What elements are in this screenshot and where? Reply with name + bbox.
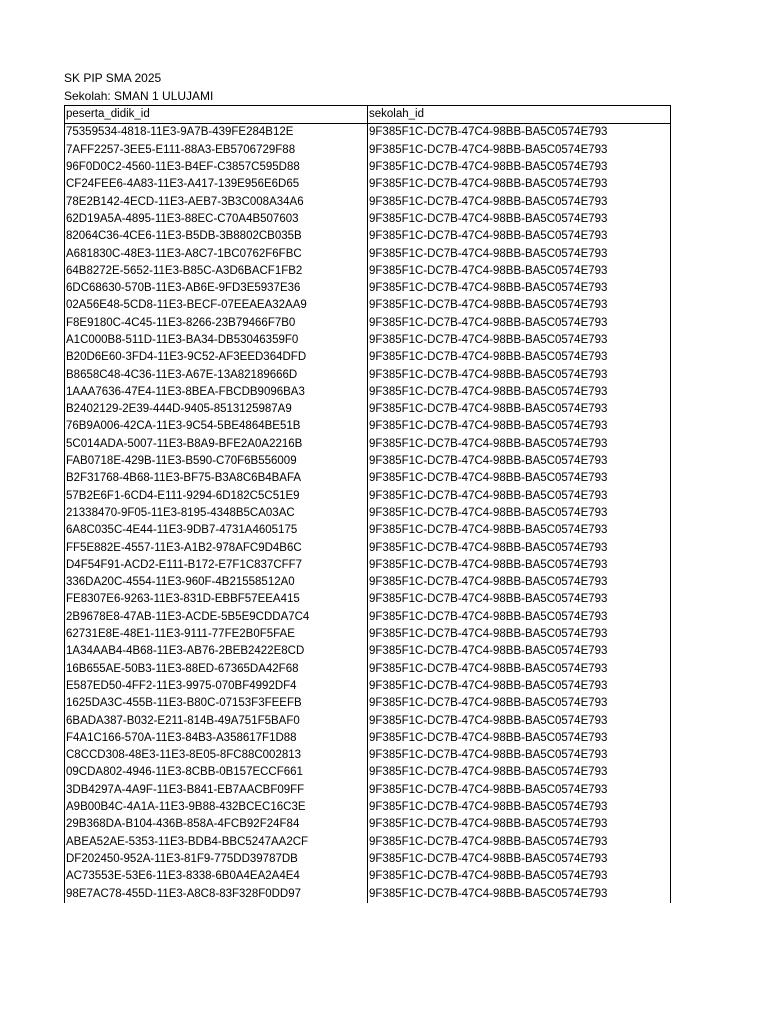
table-row <box>65 833 671 850</box>
table-row <box>65 124 671 142</box>
cell-peserta-didik-id: 1625DA3C-455B-11E3-B80C-07153F3FEEFB <box>65 695 368 712</box>
cell-sekolah-id: 9F385F1C-DC7B-47C4-98BB-BA5C0574E793 <box>368 557 671 574</box>
cell-sekolah-id: 9F385F1C-DC7B-47C4-98BB-BA5C0574E793 <box>368 436 671 453</box>
table-row <box>65 470 671 487</box>
table-row <box>65 661 671 678</box>
table-row <box>65 418 671 435</box>
cell-sekolah-id: 9F385F1C-DC7B-47C4-98BB-BA5C0574E793 <box>368 626 671 643</box>
cell-peserta-didik-id: B2F31768-4B68-11E3-BF75-B3A8C6B4BAFA <box>65 470 368 487</box>
cell-sekolah-id: 9F385F1C-DC7B-47C4-98BB-BA5C0574E793 <box>368 643 671 660</box>
table-row <box>65 505 671 522</box>
cell-peserta-didik-id: FAB0718E-429B-11E3-B590-C70F6B556009 <box>65 453 368 470</box>
cell-sekolah-id: 9F385F1C-DC7B-47C4-98BB-BA5C0574E793 <box>368 695 671 712</box>
table-row <box>65 816 671 833</box>
table-row <box>65 401 671 418</box>
cell-peserta-didik-id: 57B2E6F1-6CD4-E111-9294-6D182C5C51E9 <box>65 488 368 505</box>
table-row <box>65 678 671 695</box>
cell-peserta-didik-id: FE8307E6-9263-11E3-831D-EBBF57EEA415 <box>65 591 368 608</box>
table-row <box>65 245 671 262</box>
cell-sekolah-id: 9F385F1C-DC7B-47C4-98BB-BA5C0574E793 <box>368 245 671 262</box>
table-row <box>65 851 671 868</box>
student-table <box>64 105 671 903</box>
cell-peserta-didik-id: 98E7AC78-455D-11E3-A8C8-83F328F0DD97 <box>65 885 368 902</box>
cell-peserta-didik-id: C8CCD308-48E3-11E3-8E05-8FC88C002813 <box>65 747 368 764</box>
cell-sekolah-id: 9F385F1C-DC7B-47C4-98BB-BA5C0574E793 <box>368 747 671 764</box>
column-header-peserta-didik-id: peserta_didik_id <box>65 106 368 124</box>
cell-sekolah-id: 9F385F1C-DC7B-47C4-98BB-BA5C0574E793 <box>368 124 671 142</box>
table-row <box>65 280 671 297</box>
cell-sekolah-id: 9F385F1C-DC7B-47C4-98BB-BA5C0574E793 <box>368 678 671 695</box>
cell-peserta-didik-id: A9B00B4C-4A1A-11E3-9B88-432BCEC16C3E <box>65 799 368 816</box>
table-row <box>65 176 671 193</box>
table-row <box>65 643 671 660</box>
column-header-sekolah-id: sekolah_id <box>368 106 671 124</box>
cell-sekolah-id: 9F385F1C-DC7B-47C4-98BB-BA5C0574E793 <box>368 453 671 470</box>
table-row <box>65 764 671 781</box>
cell-peserta-didik-id: B2402129-2E39-444D-9405-8513125987A9 <box>65 401 368 418</box>
cell-peserta-didik-id: DF202450-952A-11E3-81F9-775DD39787DB <box>65 851 368 868</box>
cell-peserta-didik-id: E587ED50-4FF2-11E3-9975-070BF4992DF4 <box>65 678 368 695</box>
cell-sekolah-id: 9F385F1C-DC7B-47C4-98BB-BA5C0574E793 <box>368 349 671 366</box>
cell-sekolah-id: 9F385F1C-DC7B-47C4-98BB-BA5C0574E793 <box>368 609 671 626</box>
cell-peserta-didik-id: 6BADA387-B032-E211-814B-49A751F5BAF0 <box>65 712 368 729</box>
cell-sekolah-id: 9F385F1C-DC7B-47C4-98BB-BA5C0574E793 <box>368 764 671 781</box>
table-row <box>65 384 671 401</box>
table-row <box>65 799 671 816</box>
cell-sekolah-id: 9F385F1C-DC7B-47C4-98BB-BA5C0574E793 <box>368 263 671 280</box>
cell-sekolah-id: 9F385F1C-DC7B-47C4-98BB-BA5C0574E793 <box>368 211 671 228</box>
table-row <box>65 557 671 574</box>
cell-peserta-didik-id: 09CDA802-4946-11E3-8CBB-0B157ECCF661 <box>65 764 368 781</box>
cell-sekolah-id: 9F385F1C-DC7B-47C4-98BB-BA5C0574E793 <box>368 661 671 678</box>
cell-peserta-didik-id: 6DC68630-570B-11E3-AB6E-9FD3E5937E36 <box>65 280 368 297</box>
cell-peserta-didik-id: ABEA52AE-5353-11E3-BDB4-BBC5247AA2CF <box>65 833 368 850</box>
cell-sekolah-id: 9F385F1C-DC7B-47C4-98BB-BA5C0574E793 <box>368 142 671 159</box>
cell-sekolah-id: 9F385F1C-DC7B-47C4-98BB-BA5C0574E793 <box>368 833 671 850</box>
cell-peserta-didik-id: 16B655AE-50B3-11E3-88ED-67365DA42F68 <box>65 661 368 678</box>
cell-peserta-didik-id: 7AFF2257-3EE5-E111-88A3-EB5706729F88 <box>65 142 368 159</box>
cell-sekolah-id: 9F385F1C-DC7B-47C4-98BB-BA5C0574E793 <box>368 297 671 314</box>
cell-peserta-didik-id: 02A56E48-5CD8-11E3-BECF-07EEAEA32AA9 <box>65 297 368 314</box>
table-row <box>65 453 671 470</box>
cell-peserta-didik-id: F8E9180C-4C45-11E3-8266-23B79466F7B0 <box>65 315 368 332</box>
table-row <box>65 488 671 505</box>
cell-sekolah-id: 9F385F1C-DC7B-47C4-98BB-BA5C0574E793 <box>368 730 671 747</box>
table-row <box>65 315 671 332</box>
table-row <box>65 695 671 712</box>
cell-sekolah-id: 9F385F1C-DC7B-47C4-98BB-BA5C0574E793 <box>368 574 671 591</box>
cell-sekolah-id: 9F385F1C-DC7B-47C4-98BB-BA5C0574E793 <box>368 332 671 349</box>
table-row <box>65 730 671 747</box>
cell-sekolah-id: 9F385F1C-DC7B-47C4-98BB-BA5C0574E793 <box>368 522 671 539</box>
cell-peserta-didik-id: 5C014ADA-5007-11E3-B8A9-BFE2A0A2216B <box>65 436 368 453</box>
cell-peserta-didik-id: 62D19A5A-4895-11E3-88EC-C70A4B507603 <box>65 211 368 228</box>
table-row <box>65 574 671 591</box>
cell-sekolah-id: 9F385F1C-DC7B-47C4-98BB-BA5C0574E793 <box>368 505 671 522</box>
table-row <box>65 782 671 799</box>
table-row <box>65 228 671 245</box>
cell-peserta-didik-id: FF5E882E-4557-11E3-A1B2-978AFC9D4B6C <box>65 539 368 556</box>
spreadsheet-page <box>64 69 670 903</box>
cell-peserta-didik-id: 6A8C035C-4E44-11E3-9DB7-4731A4605175 <box>65 522 368 539</box>
cell-peserta-didik-id: 29B368DA-B104-436B-858A-4FCB92F24F84 <box>65 816 368 833</box>
cell-sekolah-id: 9F385F1C-DC7B-47C4-98BB-BA5C0574E793 <box>368 418 671 435</box>
cell-sekolah-id: 9F385F1C-DC7B-47C4-98BB-BA5C0574E793 <box>368 885 671 902</box>
table-row <box>65 885 671 902</box>
cell-sekolah-id: 9F385F1C-DC7B-47C4-98BB-BA5C0574E793 <box>368 193 671 210</box>
cell-peserta-didik-id: 75359534-4818-11E3-9A7B-439FE284B12E <box>65 124 368 142</box>
header-row <box>65 106 671 124</box>
cell-peserta-didik-id: 336DA20C-4554-11E3-960F-4B21558512A0 <box>65 574 368 591</box>
cell-sekolah-id: 9F385F1C-DC7B-47C4-98BB-BA5C0574E793 <box>368 280 671 297</box>
cell-peserta-didik-id: 1A34AAB4-4B68-11E3-AB76-2BEB2422E8CD <box>65 643 368 660</box>
cell-peserta-didik-id: F4A1C166-570A-11E3-84B3-A358617F1D88 <box>65 730 368 747</box>
table-row <box>65 868 671 885</box>
cell-sekolah-id: 9F385F1C-DC7B-47C4-98BB-BA5C0574E793 <box>368 539 671 556</box>
cell-sekolah-id: 9F385F1C-DC7B-47C4-98BB-BA5C0574E793 <box>368 816 671 833</box>
table-row <box>65 297 671 314</box>
cell-peserta-didik-id: 64B8272E-5652-11E3-B85C-A3D6BACF1FB2 <box>65 263 368 280</box>
table-row <box>65 712 671 729</box>
cell-peserta-didik-id: A1C000B8-511D-11E3-BA34-DB53046359F0 <box>65 332 368 349</box>
table-row <box>65 539 671 556</box>
school-line: Sekolah: SMAN 1 ULUJAMI <box>64 89 214 103</box>
cell-peserta-didik-id: 76B9A006-42CA-11E3-9C54-5BE4864BE51B <box>65 418 368 435</box>
cell-peserta-didik-id: B20D6E60-3FD4-11E3-9C52-AF3EED364DFD <box>65 349 368 366</box>
cell-peserta-didik-id: 1AAA7636-47E4-11E3-8BEA-FBCDB9096BA3 <box>65 384 368 401</box>
cell-peserta-didik-id: 2B9678E8-47AB-11E3-ACDE-5B5E9CDDA7C4 <box>65 609 368 626</box>
cell-sekolah-id: 9F385F1C-DC7B-47C4-98BB-BA5C0574E793 <box>368 488 671 505</box>
cell-sekolah-id: 9F385F1C-DC7B-47C4-98BB-BA5C0574E793 <box>368 851 671 868</box>
table-row <box>65 193 671 210</box>
table-row <box>65 626 671 643</box>
table-body <box>65 124 671 903</box>
cell-peserta-didik-id: 21338470-9F05-11E3-8195-4348B5CA03AC <box>65 505 368 522</box>
cell-sekolah-id: 9F385F1C-DC7B-47C4-98BB-BA5C0574E793 <box>368 470 671 487</box>
cell-peserta-didik-id: 62731E8E-48E1-11E3-9111-77FE2B0F5FAE <box>65 626 368 643</box>
table-row <box>65 263 671 280</box>
cell-peserta-didik-id: AC73553E-53E6-11E3-8338-6B0A4EA2A4E4 <box>65 868 368 885</box>
cell-peserta-didik-id: 82064C36-4CE6-11E3-B5DB-3B8802CB035B <box>65 228 368 245</box>
cell-peserta-didik-id: 96F0D0C2-4560-11E3-B4EF-C3857C595D88 <box>65 159 368 176</box>
cell-sekolah-id: 9F385F1C-DC7B-47C4-98BB-BA5C0574E793 <box>368 384 671 401</box>
table-row <box>65 747 671 764</box>
table-row <box>65 142 671 159</box>
table-row <box>65 609 671 626</box>
cell-sekolah-id: 9F385F1C-DC7B-47C4-98BB-BA5C0574E793 <box>368 799 671 816</box>
table-row <box>65 522 671 539</box>
cell-sekolah-id: 9F385F1C-DC7B-47C4-98BB-BA5C0574E793 <box>368 176 671 193</box>
table-row <box>65 159 671 176</box>
cell-sekolah-id: 9F385F1C-DC7B-47C4-98BB-BA5C0574E793 <box>368 228 671 245</box>
cell-sekolah-id: 9F385F1C-DC7B-47C4-98BB-BA5C0574E793 <box>368 868 671 885</box>
cell-sekolah-id: 9F385F1C-DC7B-47C4-98BB-BA5C0574E793 <box>368 159 671 176</box>
cell-sekolah-id: 9F385F1C-DC7B-47C4-98BB-BA5C0574E793 <box>368 591 671 608</box>
cell-peserta-didik-id: B8658C48-4C36-11E3-A67E-13A82189666D <box>65 366 368 383</box>
cell-peserta-didik-id: D4F54F91-ACD2-E111-B172-E7F1C837CFF7 <box>65 557 368 574</box>
cell-peserta-didik-id: 3DB4297A-4A9F-11E3-B841-EB7AACBF09FF <box>65 782 368 799</box>
cell-peserta-didik-id: 78E2B142-4ECD-11E3-AEB7-3B3C008A34A6 <box>65 193 368 210</box>
table-row <box>65 349 671 366</box>
document-title: SK PIP SMA 2025 <box>64 71 162 85</box>
cell-sekolah-id: 9F385F1C-DC7B-47C4-98BB-BA5C0574E793 <box>368 712 671 729</box>
table-row <box>65 211 671 228</box>
cell-peserta-didik-id: CF24FEE6-4A83-11E3-A417-139E956E6D65 <box>65 176 368 193</box>
cell-peserta-didik-id: A681830C-48E3-11E3-A8C7-1BC0762F6FBC <box>65 245 368 262</box>
cell-sekolah-id: 9F385F1C-DC7B-47C4-98BB-BA5C0574E793 <box>368 315 671 332</box>
table-row <box>65 591 671 608</box>
table-row <box>65 366 671 383</box>
table-row <box>65 436 671 453</box>
cell-sekolah-id: 9F385F1C-DC7B-47C4-98BB-BA5C0574E793 <box>368 366 671 383</box>
cell-sekolah-id: 9F385F1C-DC7B-47C4-98BB-BA5C0574E793 <box>368 782 671 799</box>
table-row <box>65 332 671 349</box>
cell-sekolah-id: 9F385F1C-DC7B-47C4-98BB-BA5C0574E793 <box>368 401 671 418</box>
